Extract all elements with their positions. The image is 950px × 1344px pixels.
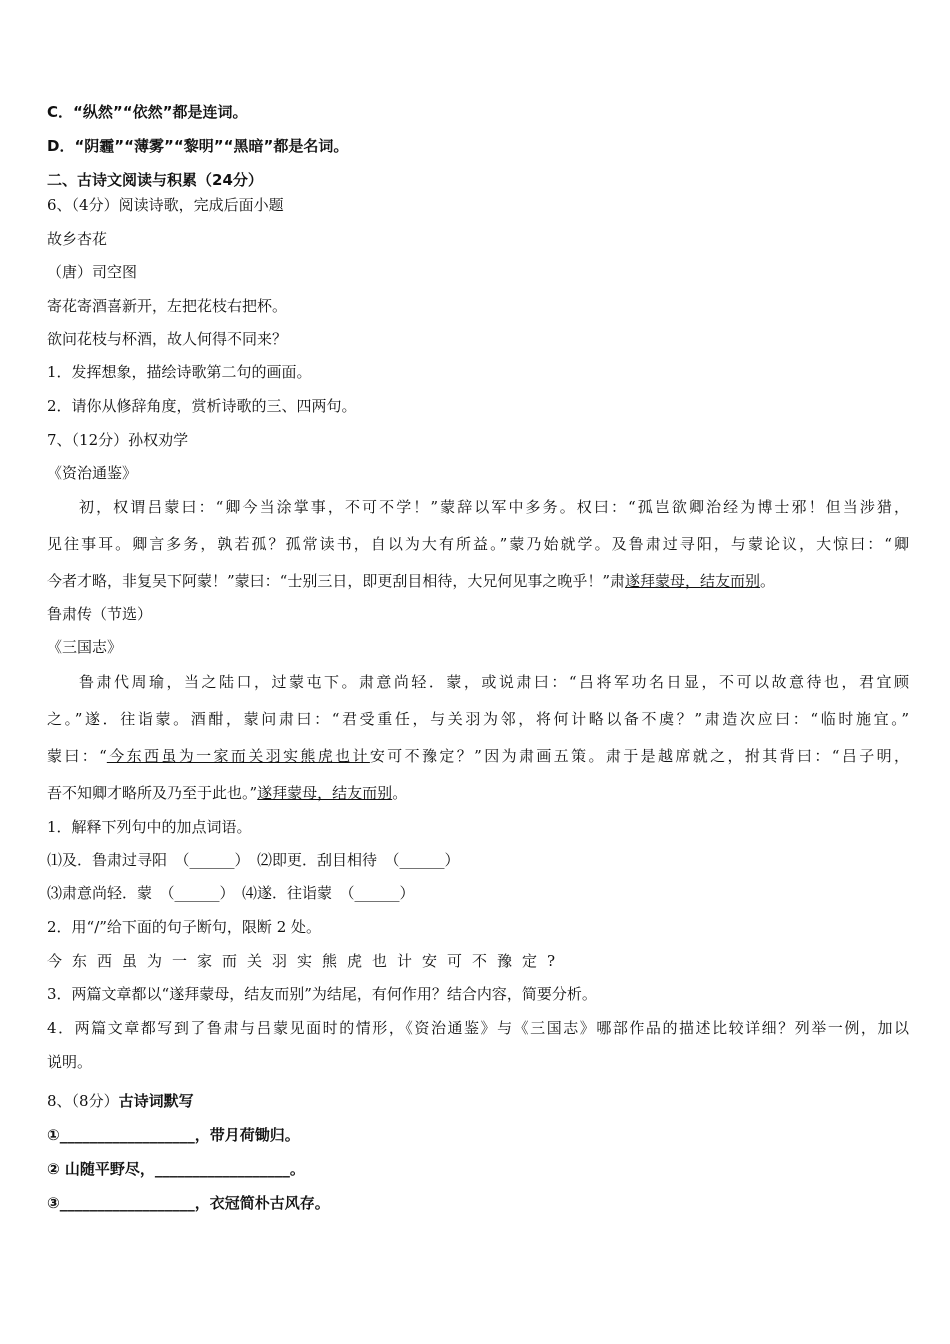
q8-item-3: ③__________________，衣冠简朴古风存。 <box>47 1194 330 1212</box>
passage2-line-4-text: 吾不知卿才略所及乃至于此也。” <box>47 784 258 802</box>
underlined-sentence-2: 今东西虽为一家而关羽实熊虎也计 <box>106 747 370 765</box>
passage2-line-4-end: 。 <box>392 784 408 802</box>
q7-sub-2: 2．用“/”给下面的句子断句，限断 2 处。 <box>47 918 322 936</box>
option-d: D．“阴霾”“薄雾”“黎明”“黑暗”都是名词。 <box>47 137 349 155</box>
q8-item-2: ② 山随平野尽，__________________。 <box>47 1160 305 1178</box>
poem-title: 故乡杏花 <box>47 230 108 248</box>
passage1-line-3-end: 。 <box>760 572 776 590</box>
passage1-line-3 <box>47 571 775 591</box>
passage2-line-4 <box>47 783 407 803</box>
q8-header <box>47 1091 194 1111</box>
q7-sub-1-row-1: ⑴及．鲁肃过寻阳 （______） ⑵即更．刮目相待 （______） <box>47 851 460 869</box>
q7-header: 7、（12分）孙权劝学 <box>47 431 189 449</box>
text2-title: 鲁肃传（节选） <box>47 605 153 623</box>
q7-sub-3: 3．两篇文章都以“遂拜蒙母，结友而别”为结尾，有何作用？结合内容，简要分析。 <box>47 985 597 1003</box>
q8-header-title: 古诗词默写 <box>118 1092 194 1110</box>
option-c: C．“纵然”“依然”都是连词。 <box>47 103 248 121</box>
passage2-line-1: 鲁肃代周瑜，当之陆口，过蒙屯下。肃意尚轻．蒙，或说肃曰：“吕将军功名日显，不可以故意待也，君宜顾 <box>79 673 909 691</box>
passage1-line-2: 见往事耳。卿言多务，孰若孤？孤常读书，自以为大有所益。”蒙乃始就学。及鲁肃过寻阳，与蒙论议，大惊曰：“卿 <box>47 535 909 553</box>
poem-author: （唐）司空图 <box>47 263 138 281</box>
source-zizhitongjian: 《资治通鉴》 <box>47 464 138 482</box>
q7-sub-1: 1．解释下列句中的加点词语。 <box>47 818 252 836</box>
poem-line-2: 欲问花枝与杯酒，故人何得不同来？ <box>47 330 288 348</box>
q7-sub-4-line-1: 4．两篇文章都写到了鲁肃与吕蒙见面时的情形，《资治通鉴》与《三国志》哪部作品的描述比较详细？列举一例，加以 <box>47 1019 909 1037</box>
poem-line-1: 寄花寄酒喜新开，左把花枝右把杯。 <box>47 297 288 315</box>
q6-header: 6、（4分）阅读诗歌，完成后面小题 <box>47 196 284 214</box>
passage2-line-3-text: 蒙曰：“ <box>47 747 107 765</box>
underlined-sentence-3: 遂拜蒙母，结友而别 <box>257 784 393 802</box>
source-sanguozhi: 《三国志》 <box>47 638 123 656</box>
passage2-line-3 <box>47 746 909 766</box>
q8-item-1: ①__________________，带月荷锄归。 <box>47 1126 300 1144</box>
q7-sub-4-line-2: 说明。 <box>47 1053 93 1071</box>
section2-heading: 二、古诗文阅读与积累（24分） <box>47 171 263 189</box>
passage1-line-1: 初，权谓吕蒙曰：“卿今当涂掌事，不可不学！”蒙辞以军中多务。权曰：“孤岂欲卿治经为博士邪！但当涉猎， <box>79 498 909 516</box>
passage2-line-3-rest: 安可不豫定？”因为肃画五策。肃于是越席就之，拊其背曰：“吕子明， <box>369 747 909 765</box>
passage2-line-2: 之。”遂．往诣蒙。酒酣，蒙问肃曰：“君受重任，与关羽为邻，将何计略以备不虞？”肃造次应曰：“临时施宜。” <box>47 710 909 728</box>
q8-header-number: 8、（8分） <box>47 1092 119 1110</box>
q7-sub-2-sentence: 今东西虽为一家而关羽实熊虎也计安可不豫定? <box>47 952 566 970</box>
q6-sub-2: 2．请你从修辞角度，赏析诗歌的三、四两句。 <box>47 397 357 415</box>
underlined-sentence-1: 遂拜蒙母，结友而别 <box>625 572 761 590</box>
q7-sub-1-row-2: ⑶肃意尚轻．蒙 （______） ⑷遂．往诣蒙 （______） <box>47 884 415 902</box>
q6-sub-1: 1．发挥想象，描绘诗歌第二句的画面。 <box>47 363 312 381</box>
passage1-line-3-text: 今者才略，非复吴下阿蒙！”蒙曰：“士别三日，即更刮目相待，大兄何见事之晚乎！”肃 <box>47 572 626 590</box>
